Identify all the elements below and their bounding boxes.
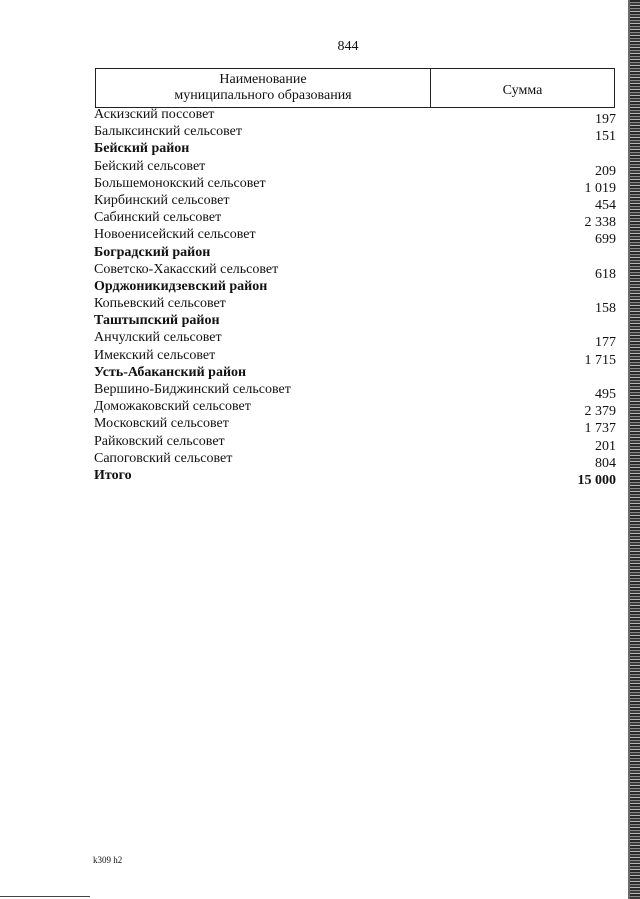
row-value: 151 [595,129,616,145]
row-value: 1 737 [584,421,616,437]
row-value: 699 [595,232,616,248]
row-value: 804 [595,455,616,471]
row-name: Имекский сельсовет [94,347,216,363]
row-value: 1 715 [584,352,616,368]
table-row [94,416,616,437]
page-number: 844 [337,39,359,54]
table-row [94,124,616,145]
row-name: Вершино-Биджинский сельсовет [94,382,291,397]
table-row [94,192,616,213]
header-name-line2: муниципального образования [174,88,352,103]
table-row [94,227,616,248]
row-name: Сапоговский сельсовет [94,450,233,466]
row-name: Таштыпский район [94,313,220,329]
row-name: Большемонокский сельсовет [94,175,266,191]
total-row [94,467,616,488]
row-value: 177 [595,335,616,351]
row-name: Усть-Абаканский район [94,364,247,380]
table-row [94,107,616,127]
table-body [94,107,616,488]
row-value: 158 [595,301,616,317]
row-value: 2 338 [584,215,616,231]
header-name-line1: Наименование [219,72,307,87]
bottom-rule [0,896,90,897]
row-name: Сабинский сельсовет [94,210,222,226]
row-value: 495 [595,387,616,402]
table-row [94,296,616,317]
table-row [94,261,616,282]
row-value: 197 [595,112,616,127]
row-value: 454 [595,197,616,213]
scan-edge-shadow [630,0,640,899]
table-header [95,68,615,108]
table-row [94,347,616,368]
table-row [94,210,616,231]
row-value: 618 [595,266,616,282]
row-name: Анчулский сельсовет [94,330,222,346]
row-value: 15 000 [577,472,616,488]
header-sum-cell: Сумма [502,83,543,98]
table-row [94,450,616,471]
district-heading-row [94,365,616,382]
district-heading-row [94,141,616,158]
footer-code: k309 h2 [93,855,123,865]
row-name: Московский сельсовет [94,416,229,432]
row-name: Балыксинский сельсовет [94,124,242,140]
row-name: Итого [94,467,132,483]
row-value: 209 [595,163,616,179]
district-heading-row [94,279,616,296]
row-name: Бейский район [94,141,190,157]
row-name: Райковский сельсовет [94,433,225,449]
district-heading-row [94,313,616,330]
district-heading-row [94,245,616,262]
table-row [94,330,616,351]
row-name: Новоенисейский сельсовет [94,227,256,243]
table-row [94,399,616,420]
header-name-cell [96,69,431,107]
row-value: 1 019 [584,180,616,196]
row-value: 201 [595,438,616,454]
row-name: Кирбинский сельсовет [94,192,230,208]
row-name: Аскизский поссовет [94,107,215,122]
table-row [94,158,616,179]
row-name: Орджоникидзевский район [94,278,268,294]
row-name: Копьевский сельсовет [94,296,226,312]
row-name: Советско-Хакасский сельсовет [94,261,279,277]
table-row [94,382,616,402]
row-name: Доможаковский сельсовет [94,399,251,415]
row-name: Бейский сельсовет [94,158,206,174]
table-row [94,433,616,454]
row-name: Боградский район [94,244,211,260]
row-value: 2 379 [584,404,616,420]
table-row [94,175,616,196]
